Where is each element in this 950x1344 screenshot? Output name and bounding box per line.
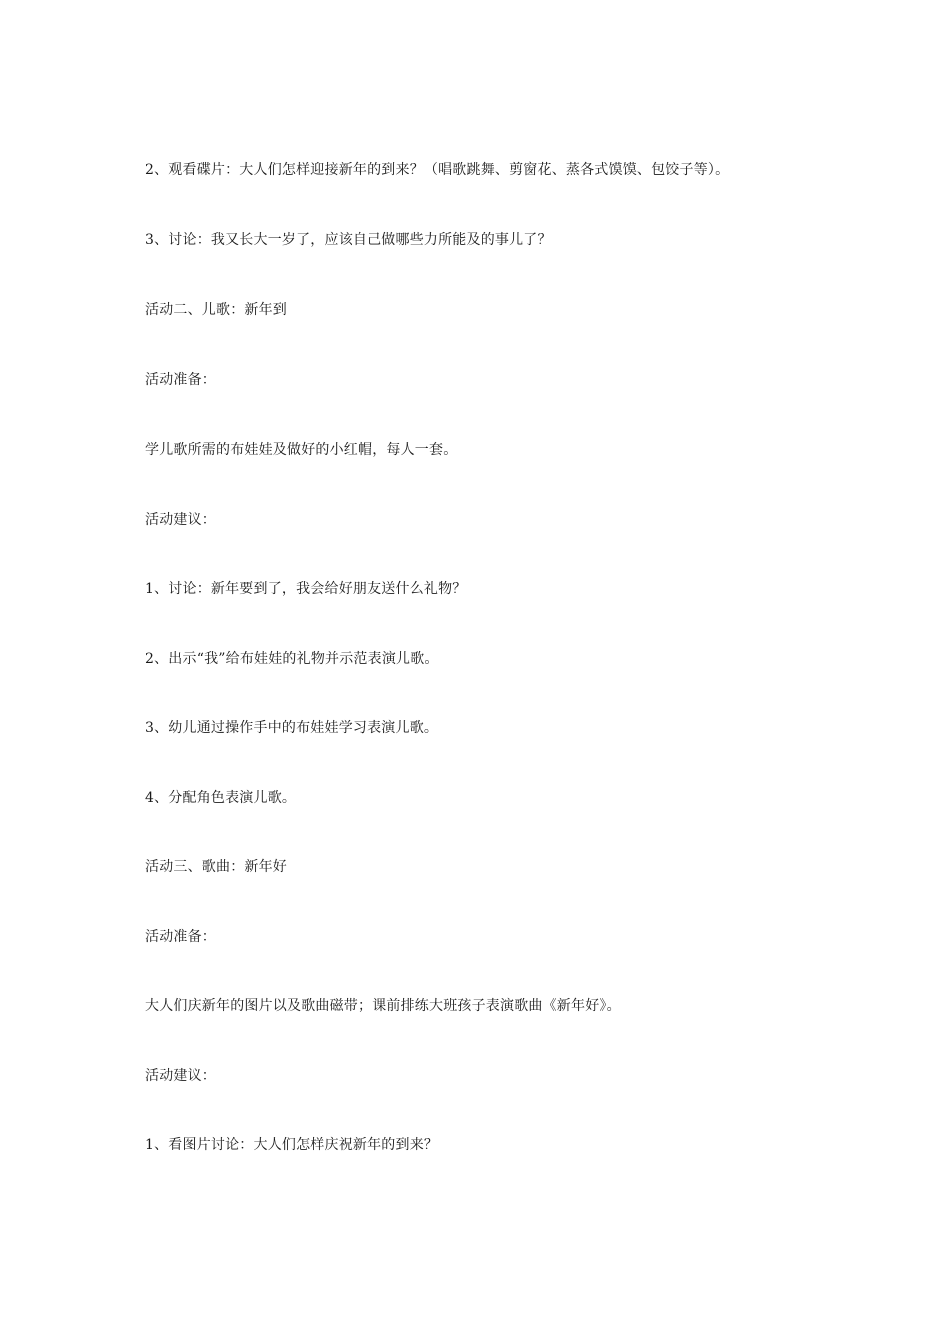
heading-activity-two: 活动二、儿歌：新年到: [145, 302, 287, 318]
paragraph-step-4-roles: 4、分配角色表演儿歌。: [145, 790, 297, 806]
paragraph-step-1-pictures: 1、看图片讨论：大人们怎样庆祝新年的到来？: [145, 1137, 439, 1153]
paragraph-watch-disc: 2、观看碟片：大人们怎样迎接新年的到来？（唱歌跳舞、剪窗花、蒸各式馍馍、包饺子等）。: [145, 162, 730, 178]
heading-suggestions-three: 活动建议：: [145, 1068, 216, 1084]
paragraph-step-1-gift: 1、讨论：新年要到了，我会给好朋友送什么礼物？: [145, 581, 467, 597]
paragraph-preparation-two: 学儿歌所需的布娃娃及做好的小红帽，每人一套。: [145, 442, 458, 458]
paragraph-step-2-demo: 2、出示“我”给布娃娃的礼物并示范表演儿歌。: [145, 651, 439, 667]
heading-activity-three: 活动三、歌曲：新年好: [145, 859, 287, 875]
heading-preparation-two: 活动准备：: [145, 372, 216, 388]
heading-preparation-three: 活动准备：: [145, 929, 216, 945]
paragraph-step-3-doll: 3、幼儿通过操作手中的布娃娃学习表演儿歌。: [145, 720, 439, 736]
paragraph-discussion-growing-up: 3、讨论：我又长大一岁了，应该自己做哪些力所能及的事儿了？: [145, 232, 552, 248]
paragraph-preparation-three: 大人们庆新年的图片以及歌曲磁带；课前排练大班孩子表演歌曲《新年好》。: [145, 998, 621, 1014]
heading-suggestions-two: 活动建议：: [145, 512, 216, 528]
